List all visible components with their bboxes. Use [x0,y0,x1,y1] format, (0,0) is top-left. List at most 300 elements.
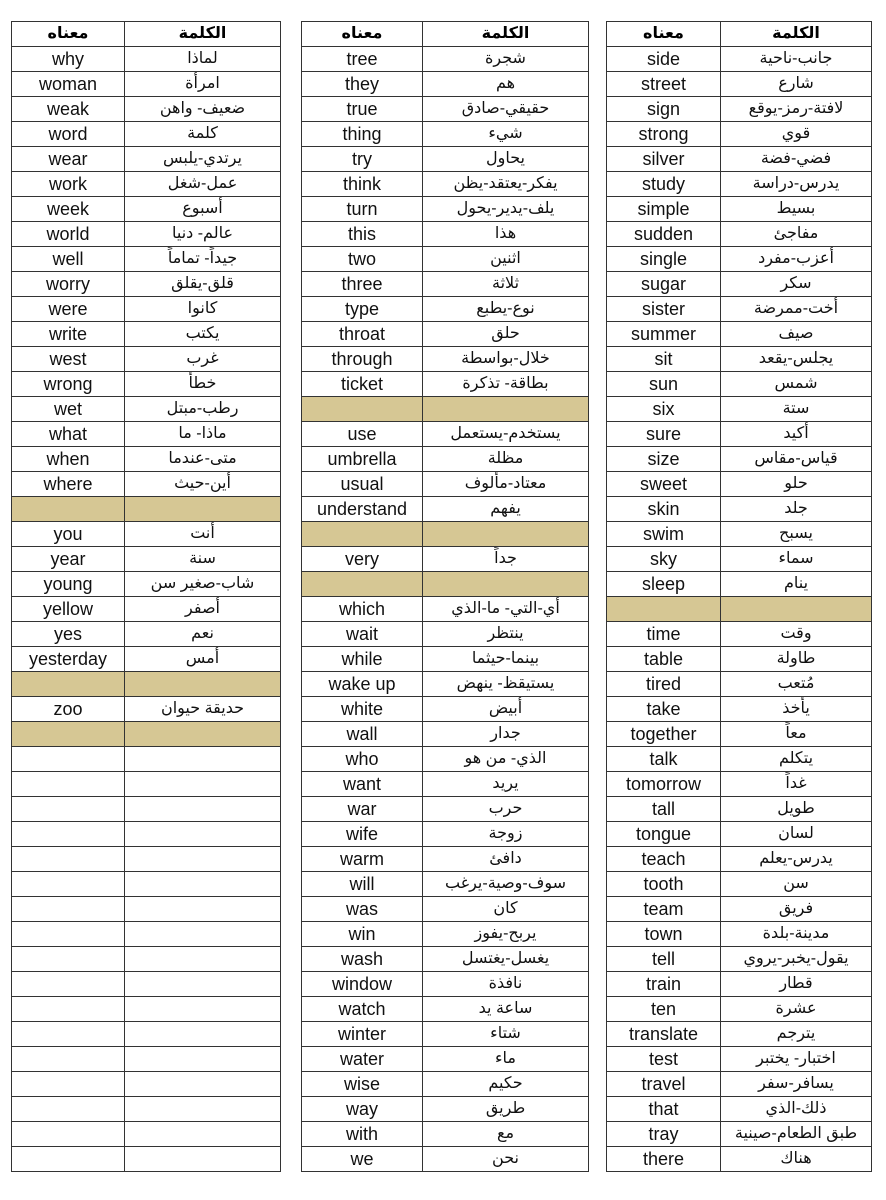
table-row [12,297,281,322]
arabic-meaning: ماء [423,1047,589,1072]
table-row [607,1047,872,1072]
table-row [12,1022,281,1047]
english-word: wall [302,722,423,747]
english-word: skin [607,497,721,522]
table-row [607,472,872,497]
arabic-meaning: طويل [721,797,872,822]
table-row [607,372,872,397]
arabic-meaning: ينام [721,572,872,597]
table-row [607,1122,872,1147]
english-word: where [12,472,125,497]
arabic-meaning: عالم- دنيا [125,222,281,247]
arabic-meaning: طبق الطعام-صينية [721,1122,872,1147]
table-row [607,647,872,672]
english-word: study [607,172,721,197]
english-word [12,922,125,947]
table-row [302,872,589,897]
separator-cell [125,672,281,697]
arabic-meaning [125,1022,281,1047]
table-row [607,122,872,147]
table-row [302,147,589,172]
arabic-meaning: نعم [125,622,281,647]
english-word [12,972,125,997]
arabic-meaning: اثنين [423,247,589,272]
arabic-meaning [125,772,281,797]
header-row [607,22,872,47]
table-row [302,197,589,222]
english-word: street [607,72,721,97]
arabic-meaning: ساعة يد [423,997,589,1022]
arabic-meaning: يستخدم-يستعمل [423,422,589,447]
english-word: take [607,697,721,722]
english-word: when [12,447,125,472]
english-word [12,1097,125,1122]
arabic-meaning: عمل-شغل [125,172,281,197]
table-row [12,997,281,1022]
arabic-meaning: ماذا- ما [125,422,281,447]
english-word: tongue [607,822,721,847]
arabic-meaning: أين-حيث [125,472,281,497]
arabic-meaning: بطاقة- تذكرة [423,372,589,397]
separator-row [302,522,589,547]
table-row [12,947,281,972]
arabic-meaning: طاولة [721,647,872,672]
arabic-meaning: ذلك-الذي [721,1097,872,1122]
arabic-meaning: أعزب-مفرد [721,247,872,272]
table-row [302,847,589,872]
arabic-meaning [125,747,281,772]
table-row [302,597,589,622]
arabic-meaning: حلو [721,472,872,497]
english-word: through [302,347,423,372]
table-row [302,1122,589,1147]
english-word: turn [302,197,423,222]
arabic-meaning: يدرس-دراسة [721,172,872,197]
english-word: word [12,122,125,147]
arabic-meaning: يريد [423,772,589,797]
arabic-meaning: سن [721,872,872,897]
table-row [607,622,872,647]
arabic-meaning [125,1072,281,1097]
arabic-meaning: يفهم [423,497,589,522]
english-word: young [12,572,125,597]
arabic-meaning: عشرة [721,997,872,1022]
english-word: silver [607,147,721,172]
arabic-meaning: الذي- من هو [423,747,589,772]
table-row [302,422,589,447]
english-word: while [302,647,423,672]
english-word: wrong [12,372,125,397]
arabic-meaning: قلق-يقلق [125,272,281,297]
table-row [607,247,872,272]
arabic-meaning: أسبوع [125,197,281,222]
arabic-meaning: سكر [721,272,872,297]
header-row [302,22,589,47]
english-word: single [607,247,721,272]
english-word: will [302,872,423,897]
english-word [12,1147,125,1172]
table-row [12,872,281,897]
arabic-meaning: حلق [423,322,589,347]
table-row [607,422,872,447]
table-row [607,497,872,522]
arabic-meaning: ستة [721,397,872,422]
english-word: strong [607,122,721,147]
arabic-meaning [125,997,281,1022]
arabic-meaning: كان [423,897,589,922]
table-row [12,622,281,647]
arabic-meaning: جيداً- تماماً [125,247,281,272]
arabic-meaning: نحن [423,1147,589,1172]
arabic-meaning: لافتة-رمز-يوقع [721,97,872,122]
table-row [607,772,872,797]
arabic-meaning: ينتظر [423,622,589,647]
english-word: tall [607,797,721,822]
english-word: sit [607,347,721,372]
table-row [607,747,872,772]
arabic-meaning: مفاجئ [721,222,872,247]
table-row [12,222,281,247]
table-row [12,272,281,297]
table-row [12,97,281,122]
arabic-meaning: يفكر-يعتقد-يظن [423,172,589,197]
english-word: who [302,747,423,772]
table-row [12,922,281,947]
arabic-meaning: معتاد-مألوف [423,472,589,497]
arabic-meaning: اختبار- يختبر [721,1047,872,1072]
english-word: wet [12,397,125,422]
english-word: together [607,722,721,747]
separator-cell [125,497,281,522]
arabic-meaning [125,872,281,897]
table-row [12,847,281,872]
english-word: war [302,797,423,822]
english-word: year [12,547,125,572]
arabic-meaning: جدار [423,722,589,747]
arabic-meaning: امرأة [125,72,281,97]
arabic-meaning: أي-التي- ما-الذي [423,597,589,622]
arabic-meaning: ضعيف- واهن [125,97,281,122]
arabic-meaning: حديقة حيوان [125,697,281,722]
english-word: tray [607,1122,721,1147]
english-word: what [12,422,125,447]
arabic-meaning: أبيض [423,697,589,722]
table-row [607,872,872,897]
table-row [12,1147,281,1172]
table-row [607,72,872,97]
english-word: try [302,147,423,172]
arabic-meaning [125,972,281,997]
arabic-meaning: قوي [721,122,872,147]
arabic-meaning: مظلة [423,447,589,472]
separator-cell [125,722,281,747]
table-row [607,672,872,697]
vocab-table-3 [606,21,872,1172]
arabic-meaning: شيء [423,122,589,147]
arabic-meaning: غرب [125,347,281,372]
table-row [302,247,589,272]
table-row [607,1147,872,1172]
english-word: this [302,222,423,247]
table-row [12,522,281,547]
arabic-meaning [125,897,281,922]
table-row [607,272,872,297]
arabic-meaning: أنت [125,522,281,547]
table-row [302,297,589,322]
english-word: water [302,1047,423,1072]
arabic-meaning: يجلس-يقعد [721,347,872,372]
separator-cell [12,672,125,697]
english-word: winter [302,1022,423,1047]
english-word: sky [607,547,721,572]
table-row [607,197,872,222]
table-row [302,1147,589,1172]
english-word [12,822,125,847]
table-row [302,722,589,747]
english-word [12,847,125,872]
english-word [12,1122,125,1147]
separator-cell [302,522,423,547]
table-row [12,197,281,222]
english-word: tell [607,947,721,972]
arabic-meaning: سماء [721,547,872,572]
arabic-meaning: يقول-يخبر-يروي [721,947,872,972]
table-row [302,697,589,722]
separator-row [302,397,589,422]
separator-row [12,722,281,747]
table-row [607,147,872,172]
table-row [302,222,589,247]
table-row [607,722,872,747]
table-row [302,372,589,397]
english-word: very [302,547,423,572]
table-row [302,797,589,822]
table-row [12,422,281,447]
table-row [302,1097,589,1122]
table-row [607,1022,872,1047]
arabic-meaning: أصفر [125,597,281,622]
table-row [607,347,872,372]
table-row [12,647,281,672]
table-row [302,497,589,522]
english-word [12,1022,125,1047]
table-row [607,797,872,822]
table-row [302,172,589,197]
table-row [607,697,872,722]
english-word: wear [12,147,125,172]
arabic-meaning: خطأ [125,372,281,397]
arabic-meaning: دافئ [423,847,589,872]
arabic-meaning: يسافر-سفر [721,1072,872,1097]
english-word: tired [607,672,721,697]
english-word: win [302,922,423,947]
table-row [12,697,281,722]
english-word: travel [607,1072,721,1097]
english-word: yesterday [12,647,125,672]
english-word: with [302,1122,423,1147]
separator-cell [721,597,872,622]
english-word: sure [607,422,721,447]
table-row [12,897,281,922]
vocab-table-2 [301,21,589,1172]
separator-cell [423,522,589,547]
english-word: west [12,347,125,372]
english-word: sign [607,97,721,122]
english-word: work [12,172,125,197]
table-row [12,147,281,172]
english-word: type [302,297,423,322]
english-word: worry [12,272,125,297]
english-word: true [302,97,423,122]
separator-cell [423,572,589,597]
english-word [12,772,125,797]
arabic-meaning: كانوا [125,297,281,322]
arabic-meaning: يغسل-يغتسل [423,947,589,972]
arabic-meaning: سنة [125,547,281,572]
table-row [12,72,281,97]
arabic-meaning: حقيقي-صادق [423,97,589,122]
arabic-meaning: أخت-ممرضة [721,297,872,322]
arabic-meaning: وقت [721,622,872,647]
english-word: side [607,47,721,72]
header-meaning: معناه [12,22,125,47]
table-row [302,272,589,297]
english-word: umbrella [302,447,423,472]
english-word [12,872,125,897]
english-word: two [302,247,423,272]
table-row [607,972,872,997]
arabic-meaning: يلف-يدير-يحول [423,197,589,222]
table-row [12,347,281,372]
table-row [607,522,872,547]
arabic-meaning: حكيم [423,1072,589,1097]
arabic-meaning: هذا [423,222,589,247]
table-row [12,472,281,497]
table-row [12,247,281,272]
english-word: sun [607,372,721,397]
arabic-meaning: سوف-وصية-يرغب [423,872,589,897]
table-row [302,947,589,972]
english-word [12,797,125,822]
separator-cell [12,497,125,522]
table-row [302,97,589,122]
table-row [12,1097,281,1122]
arabic-meaning [125,1147,281,1172]
arabic-meaning: لماذا [125,47,281,72]
table-row [302,547,589,572]
english-word: watch [302,997,423,1022]
arabic-meaning: يسبح [721,522,872,547]
english-word: world [12,222,125,247]
arabic-meaning: يربح-يفوز [423,922,589,947]
table-row [12,322,281,347]
table-row [607,447,872,472]
english-word: yellow [12,597,125,622]
table-row [12,572,281,597]
separator-cell [302,572,423,597]
english-word: well [12,247,125,272]
english-word: want [302,772,423,797]
table-row [302,347,589,372]
table-row [302,747,589,772]
separator-cell [302,397,423,422]
english-word: town [607,922,721,947]
english-word: sleep [607,572,721,597]
arabic-meaning [125,1097,281,1122]
english-word: thing [302,122,423,147]
arabic-meaning: مدينة-بلدة [721,922,872,947]
english-word: use [302,422,423,447]
english-word: sister [607,297,721,322]
english-word: that [607,1097,721,1122]
arabic-meaning: قياس-مقاس [721,447,872,472]
table-row [607,222,872,247]
arabic-meaning [125,1047,281,1072]
arabic-meaning: غداً [721,772,872,797]
arabic-meaning: يترجم [721,1022,872,1047]
table-row [12,47,281,72]
arabic-meaning: خلال-بواسطة [423,347,589,372]
arabic-meaning: فضي-فضة [721,147,872,172]
table-row [302,772,589,797]
arabic-meaning: يحاول [423,147,589,172]
arabic-meaning: هناك [721,1147,872,1172]
english-word [12,1047,125,1072]
table-row [12,447,281,472]
english-word: train [607,972,721,997]
table-row [302,47,589,72]
table-row [302,922,589,947]
english-word [12,997,125,1022]
arabic-meaning: مع [423,1122,589,1147]
table-row [302,897,589,922]
arabic-meaning: شمس [721,372,872,397]
arabic-meaning: يرتدي-يلبس [125,147,281,172]
table-row [12,772,281,797]
arabic-meaning: مُتعب [721,672,872,697]
header-word: الكلمة [423,22,589,47]
header-word: الكلمة [125,22,281,47]
english-word: six [607,397,721,422]
table-row [607,947,872,972]
arabic-meaning: طريق [423,1097,589,1122]
vocab-table-1 [11,21,281,1172]
english-word [12,947,125,972]
english-word: wake up [302,672,423,697]
table-row [12,397,281,422]
english-word: wise [302,1072,423,1097]
arabic-meaning: معاً [721,722,872,747]
table-row [607,97,872,122]
table-row [12,547,281,572]
english-word: ticket [302,372,423,397]
table-row [607,922,872,947]
table-row [12,822,281,847]
table-row [302,322,589,347]
english-word: week [12,197,125,222]
table-row [12,1072,281,1097]
separator-cell [12,722,125,747]
arabic-meaning: جلد [721,497,872,522]
table-row [607,997,872,1022]
english-word: three [302,272,423,297]
english-word: write [12,322,125,347]
english-word: team [607,897,721,922]
table-row [12,372,281,397]
english-word: tree [302,47,423,72]
arabic-meaning: أكيد [721,422,872,447]
arabic-meaning: شاب-صغير سن [125,572,281,597]
